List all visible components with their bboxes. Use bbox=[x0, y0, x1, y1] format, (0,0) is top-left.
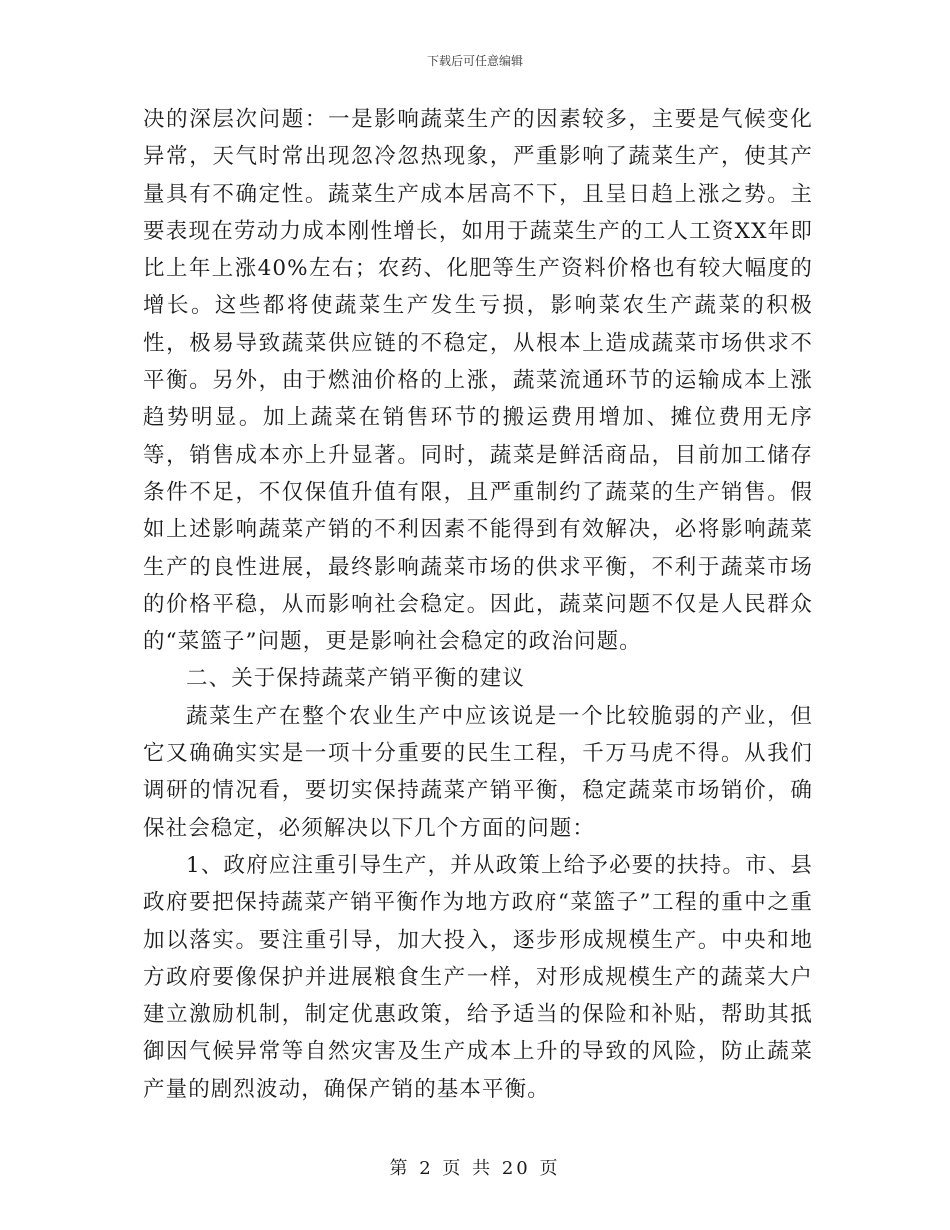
paragraph-intro: 蔬菜生产在整个农业生产中应该说是一个比较脆弱的产业，但它又确确实实是一项十分重要的民生工程，千万马虎不得。从我们调研的情况看，要切实保持蔬菜产销平衡，稳定蔬菜市场销价，确保社会稳定，必须解决以下几个方面的问题： bbox=[143, 703, 813, 841]
section-heading: 二、关于保持蔬菜产销平衡的建议 bbox=[186, 666, 526, 692]
page-header: 下载后可任意编辑 bbox=[426, 54, 523, 68]
paragraph-continuation: 决的深层次问题：一是影响蔬菜生产的因素较多，主要是气候变化异常，天气时常出现忽冷忽热现象，严重影响了蔬菜生产，使其产量具有不确定性。蔬菜生产成本居高不下，且呈日趋上涨之势。主要表现在劳动力成本刚性增长，如用于蔬菜生产的工人工资XX年即比上年上涨40%左右；农药、化肥等生产资料价格也有较大幅度的增长。这些都将使蔬菜生产发生亏损，影响菜农生产蔬菜的积极性，极易导致蔬菜供应链的不稳定，从根本上造成蔬菜市场供求不平衡。另外，由于燃油价格的上涨，蔬菜流通环节的运输成本上涨趋势明显。加上蔬菜在销售环节的搬运费用增加、摊位费用无序等，销售成本亦上升显著。同时，蔬菜是鲜活商品，目前加工储存条件不足，不仅保值升值有限，且严重制约了蔬菜的生产销售。假如上述影响蔬菜产销的不利因素不能得到有效解决，必将影响蔬菜生产的良性进展，最终影响蔬菜市场的供求平衡，不利于蔬菜市场的价格平稳，从而影响社会稳定。因此，蔬菜问题不仅是人民群众的“菜篮子”问题，更是影响社会稳定的政治问题。 bbox=[143, 107, 813, 655]
page-number: 第 2 页 共 20 页 bbox=[389, 1158, 561, 1179]
document-body bbox=[143, 101, 813, 1108]
paragraph-item-1: 1、政府应注重引导生产，并从政策上给予必要的扶持。市、县政府要把保持蔬菜产销平衡作为地方政府“菜篮子”工程的重中之重加以落实。要注重引导，加大投入，逐步形成规模生产。中央和地方政府要像保护并进展粮食生产一样，对形成规模生产的蔬菜大户建立激励机制，制定优惠政策，给予适当的保险和补贴，帮助其抵御因气候异常等自然灾害及生产成本上升的导致的风险，防止蔬菜产量的剧烈波动，确保产销的基本平衡。 bbox=[143, 852, 813, 1102]
